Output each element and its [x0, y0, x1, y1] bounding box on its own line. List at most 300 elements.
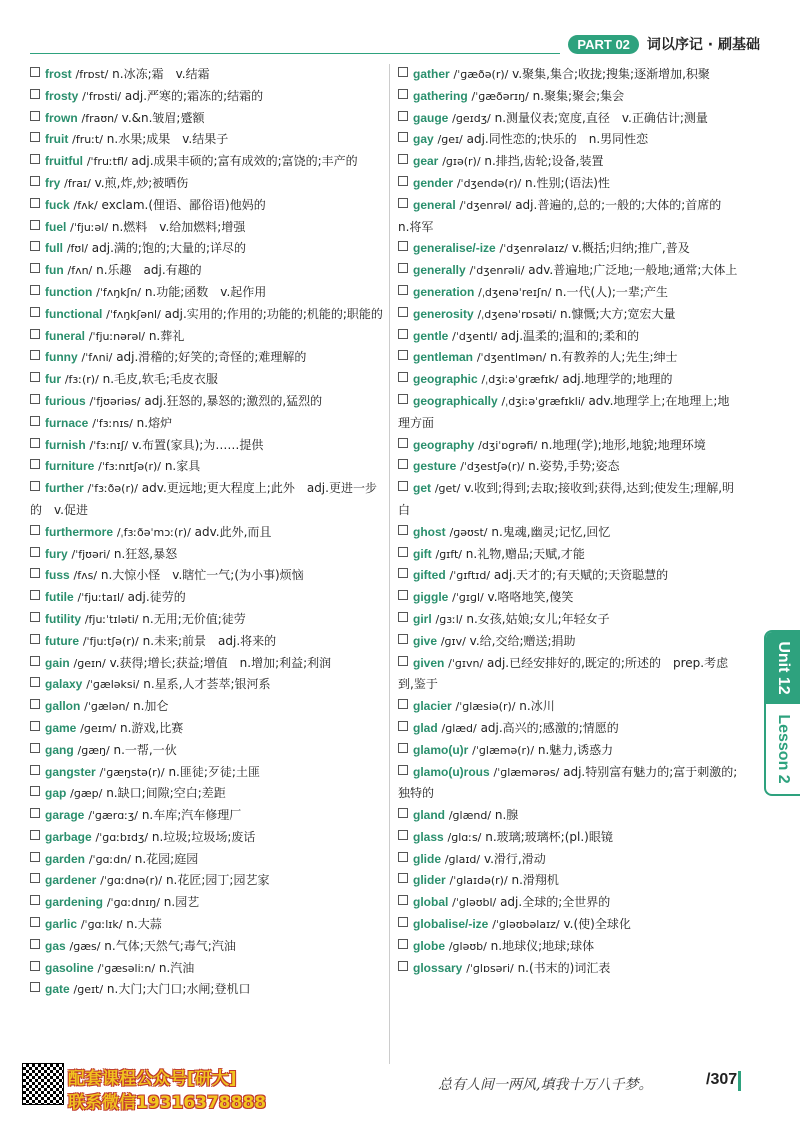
vocab-entry — [30, 674, 384, 696]
vocab-entry — [398, 151, 738, 173]
vocab-definition: v.布置(家具);为……提供 — [131, 437, 264, 452]
vocab-definition: n.大蒜 — [126, 917, 162, 932]
vocab-phonetic: /ˈfruːtfl/ — [86, 155, 128, 169]
checkbox[interactable] — [30, 590, 40, 600]
header-rule — [30, 53, 560, 54]
checkbox[interactable] — [398, 263, 408, 273]
vocab-entry — [398, 391, 738, 435]
checkbox[interactable] — [398, 634, 408, 644]
vocab-definition: n.聚集;聚会;集会 — [532, 88, 625, 103]
vocab-phonetic: /ɡəʊst/ — [449, 525, 488, 539]
vocab-entry — [398, 522, 738, 544]
vocab-definition: adj.普遍的,总的;一般的;大体的;首席的 n.将军 — [398, 197, 734, 234]
vocab-entry — [30, 326, 384, 348]
vocab-definition: n.玻璃;玻璃杯;(pl.)眼镜 — [485, 829, 613, 844]
vocab-definition: n.家具 — [164, 459, 201, 474]
checkbox[interactable] — [30, 721, 40, 731]
vocab-entry — [398, 282, 738, 304]
checkbox[interactable] — [398, 721, 408, 731]
checkbox[interactable] — [398, 459, 408, 469]
vocab-word: futility — [45, 611, 81, 626]
vocab-definition: n.大惊小怪 v.瞎忙一气;(为小事)烦恼 — [100, 568, 304, 583]
vocab-entry — [30, 827, 384, 849]
vocab-definition: n.缺口;间隙;空白;差距 — [106, 786, 226, 801]
unit-label: Unit 12 — [775, 641, 792, 695]
vocab-definition: n.慷慨;大方;宽宏大量 — [560, 306, 676, 321]
vocab-entry — [398, 892, 738, 914]
vocab-word: gentleman — [413, 350, 474, 365]
checkbox[interactable] — [398, 285, 408, 295]
vocab-phonetic: /ˈɡɪɡl/ — [452, 591, 484, 605]
vocab-phonetic: /fruːt/ — [72, 133, 103, 147]
vocab-word: galaxy — [45, 677, 83, 692]
checkbox[interactable] — [30, 111, 40, 121]
vocab-word: fry — [45, 175, 61, 190]
vocab-definition: adj.高兴的;感激的;情愿的 — [480, 720, 619, 735]
checkbox[interactable] — [30, 372, 40, 382]
vocab-entry — [398, 762, 738, 806]
vocab-phonetic: /ɡeɪt/ — [73, 983, 104, 997]
checkbox[interactable] — [398, 350, 408, 360]
vocab-definition: adv.更远地;更大程度上;此外 adj.更进一步的 v.促进 — [30, 481, 377, 517]
page-number: /307 — [706, 1071, 738, 1088]
vocab-entry — [398, 129, 738, 151]
vocab-word: glad — [413, 720, 438, 735]
vocab-entry — [398, 870, 738, 892]
vocab-definition: v.滑行,滑动 — [483, 851, 546, 866]
checkbox[interactable] — [398, 372, 408, 382]
column-divider — [389, 64, 390, 1064]
checkbox[interactable] — [30, 612, 40, 622]
vocab-entry — [398, 696, 738, 718]
vocab-phonetic: /fʌk/ — [73, 198, 98, 212]
checkbox[interactable] — [30, 895, 40, 905]
left-column — [30, 64, 384, 1001]
vocab-word: generally — [413, 263, 466, 278]
vocab-definition: v.咯咯地笑,傻笑 — [487, 590, 574, 605]
vocab-definition: v.给,交给;赠送;捐助 — [469, 633, 576, 648]
vocab-phonetic: /ˈɡælən/ — [84, 700, 130, 714]
checkbox[interactable] — [398, 438, 408, 448]
vocab-phonetic: /ˌdʒenəˈrɒsəti/ — [477, 307, 557, 321]
vocab-word: gap — [45, 786, 67, 801]
vocab-entry — [30, 108, 384, 130]
vocab-phonetic: /ˈɡləʊbl/ — [452, 896, 497, 910]
vocab-phonetic: /ɡɪə(r)/ — [442, 155, 481, 169]
vocab-entry — [30, 151, 384, 173]
vocab-entry — [30, 958, 384, 980]
vocab-phonetic: /ˈɡæðərɪŋ/ — [471, 89, 529, 103]
vocab-word: gathering — [413, 88, 468, 103]
checkbox[interactable] — [30, 525, 40, 535]
vocab-phonetic: /ˈɡlæsiə(r)/ — [455, 700, 516, 714]
checkbox[interactable] — [30, 176, 40, 186]
checkbox[interactable] — [30, 154, 40, 164]
vocab-word: gasoline — [45, 960, 94, 975]
vocab-phonetic: /fɜː(r)/ — [64, 373, 99, 387]
vocab-entry — [398, 827, 738, 849]
checkbox[interactable] — [30, 67, 40, 77]
vocab-phonetic: /fjuːˈtɪləti/ — [84, 612, 139, 626]
vocab-definition: adj.已经安排好的,既定的;所述的 prep.考虑到,鉴于 — [398, 655, 729, 692]
vocab-word: ghost — [413, 524, 446, 539]
vocab-phonetic: /ɡlaɪd/ — [444, 852, 481, 866]
checkbox[interactable] — [30, 743, 40, 753]
vocab-phonetic: /ˈɡɑːdnɪŋ/ — [106, 896, 160, 910]
vocab-definition: n.女孩,姑娘;女儿;年轻女子 — [466, 611, 610, 626]
vocab-phonetic: /ɡæŋ/ — [77, 743, 110, 757]
vocab-word: geographic — [413, 372, 478, 387]
vocab-word: gland — [413, 808, 445, 823]
checkbox[interactable] — [30, 132, 40, 142]
vocab-word: globe — [413, 938, 445, 953]
vocab-entry — [398, 849, 738, 871]
vocab-word: gain — [45, 655, 70, 670]
vocab-phonetic: /ˈfʌŋkʃn/ — [96, 285, 141, 299]
vocab-definition: n.姿势,手势;姿态 — [528, 459, 620, 474]
vocab-entry — [30, 718, 384, 740]
vocab-definition: n.花匠;园丁;园艺家 — [165, 873, 270, 888]
vocab-phonetic: /ˈɡlaɪdə(r)/ — [449, 874, 508, 888]
checkbox[interactable] — [398, 656, 408, 666]
checkbox[interactable] — [398, 852, 408, 862]
vocab-phonetic: /ˌdʒiːəˈɡræfɪk/ — [481, 373, 559, 387]
vocab-entry — [30, 979, 384, 1001]
vocab-entry — [398, 740, 738, 762]
vocab-phonetic: /ˈɡɑːbɪdʒ/ — [95, 830, 149, 844]
checkbox[interactable] — [398, 525, 408, 535]
checkbox[interactable] — [398, 241, 408, 251]
vocab-entry — [30, 544, 384, 566]
vocab-word: gift — [413, 546, 432, 561]
vocab-phonetic: /ˌfɜːðəˈmɔː(r)/ — [116, 525, 191, 539]
checkbox[interactable] — [398, 873, 408, 883]
vocab-entry — [30, 870, 384, 892]
vocab-word: glide — [413, 851, 442, 866]
vocab-phonetic: /ˈfɜːnɪs/ — [92, 416, 133, 430]
checkbox[interactable] — [398, 481, 408, 491]
vocab-entry — [398, 478, 738, 522]
checkbox[interactable] — [30, 656, 40, 666]
checkbox[interactable] — [30, 982, 40, 992]
vocab-definition: adj.天才的;有天赋的;天资聪慧的 — [493, 568, 669, 583]
vocab-entry — [30, 282, 384, 304]
vocab-entry — [398, 64, 738, 86]
vocab-word: garlic — [45, 917, 78, 932]
vocab-phonetic: /ɡet/ — [434, 482, 461, 496]
checkbox[interactable] — [30, 917, 40, 927]
checkbox[interactable] — [398, 307, 408, 317]
vocab-phonetic: /ˈfjuːtʃə(r)/ — [82, 634, 139, 648]
lesson-label: Lesson 2 — [775, 714, 792, 784]
vocab-entry — [398, 108, 738, 130]
checkbox[interactable] — [30, 89, 40, 99]
checkbox[interactable] — [398, 89, 408, 99]
vocab-word: generosity — [413, 306, 474, 321]
vocab-phonetic: /ˈdʒendə(r)/ — [456, 176, 522, 190]
vocab-phonetic: /ɡæp/ — [70, 787, 103, 801]
vocab-entry — [30, 217, 384, 239]
vocab-definition: adj.滑稽的;好笑的;奇怪的;难理解的 — [116, 350, 307, 365]
checkbox[interactable] — [398, 808, 408, 818]
vocab-definition: n.汽油 — [158, 960, 195, 975]
vocab-definition: adj.全球的;全世界的 — [500, 895, 611, 910]
checkbox[interactable] — [30, 394, 40, 404]
vocab-word: futile — [45, 590, 74, 605]
footer-motto: 总有人间一两风,填我十万八千梦。 — [438, 1077, 653, 1093]
vocab-entry — [30, 369, 384, 391]
promo-line-2: 联系微信19316378888 — [68, 1093, 267, 1113]
checkbox[interactable] — [30, 830, 40, 840]
vocab-word: fruit — [45, 132, 69, 147]
checkbox[interactable] — [398, 198, 408, 208]
vocab-definition: n.性别;(语法)性 — [525, 175, 610, 190]
vocab-definition: n.未来;前景 adj.将来的 — [142, 633, 277, 648]
vocab-entry — [30, 304, 384, 326]
vocab-entry — [30, 456, 384, 478]
checkbox[interactable] — [398, 612, 408, 622]
vocab-word: gas — [45, 938, 66, 953]
vocab-word: gardener — [45, 873, 97, 888]
checkbox[interactable] — [398, 154, 408, 164]
vocab-entry — [398, 260, 738, 282]
vocab-phonetic: /ˈdʒentlmən/ — [476, 351, 547, 365]
vocab-definition: adv.地理学上;在地理上;地理方面 — [398, 393, 730, 430]
vocab-word: fruitful — [45, 154, 83, 169]
vocab-word: generation — [413, 284, 475, 299]
vocab-entry — [30, 173, 384, 195]
checkbox[interactable] — [398, 568, 408, 578]
vocab-definition: n.魅力,诱惑力 — [537, 742, 614, 757]
vocab-entry — [398, 347, 738, 369]
checkbox[interactable] — [398, 961, 408, 971]
checkbox[interactable] — [30, 677, 40, 687]
checkbox[interactable] — [398, 394, 408, 404]
checkbox[interactable] — [398, 699, 408, 709]
vocab-word: glamo(u)rous — [413, 764, 490, 779]
checkbox[interactable] — [398, 895, 408, 905]
checkbox[interactable] — [398, 329, 408, 339]
vocab-definition: n.(书末的)词汇表 — [517, 960, 611, 975]
vocab-phonetic: /ˈdʒenrəlaɪz/ — [499, 242, 569, 256]
vocab-entry — [30, 696, 384, 718]
checkbox[interactable] — [30, 481, 40, 491]
vocab-entry — [30, 631, 384, 653]
checkbox[interactable] — [398, 590, 408, 600]
vocab-word: general — [413, 197, 456, 212]
vocab-definition: adj.温柔的;温和的;柔和的 — [500, 328, 640, 343]
vocab-word: giggle — [413, 590, 449, 605]
checkbox[interactable] — [398, 132, 408, 142]
vocab-definition: adj.实用的;作用的;功能的;机能的;职能的 — [164, 306, 383, 321]
vocab-definition: adj.满的;饱的;大量的;详尽的 — [91, 241, 247, 256]
checkbox[interactable] — [398, 917, 408, 927]
vocab-word: gesture — [413, 459, 457, 474]
vocab-entry — [398, 86, 738, 108]
checkbox[interactable] — [30, 568, 40, 578]
checkbox[interactable] — [398, 743, 408, 753]
vocab-entry — [30, 129, 384, 151]
vocab-entry — [398, 609, 738, 631]
vocab-word: glamo(u)r — [413, 742, 469, 757]
vocab-entry — [398, 173, 738, 195]
checkbox[interactable] — [398, 830, 408, 840]
checkbox[interactable] — [30, 808, 40, 818]
checkbox[interactable] — [30, 765, 40, 775]
vocab-definition: n.排挡,齿轮;设备,装置 — [484, 154, 604, 169]
checkbox[interactable] — [398, 939, 408, 949]
vocab-phonetic: /ɡɪft/ — [435, 547, 462, 561]
vocab-entry — [398, 435, 738, 457]
vocab-word: funny — [45, 350, 78, 365]
vocab-definition: n.大门;大门口;水闸;登机口 — [106, 982, 251, 997]
vocab-phonetic: /ˈɡærɑːʒ/ — [88, 809, 138, 823]
checkbox[interactable] — [30, 699, 40, 709]
vocab-word: frost — [45, 67, 72, 81]
vocab-phonetic: /ˈɡɪvn/ — [448, 656, 484, 670]
vocab-entry — [30, 783, 384, 805]
checkbox[interactable] — [30, 786, 40, 796]
vocab-word: garage — [45, 808, 85, 823]
vocab-entry — [398, 304, 738, 326]
checkbox[interactable] — [398, 176, 408, 186]
checkbox[interactable] — [30, 459, 40, 469]
vocab-entry — [30, 347, 384, 369]
vocab-phonetic: /ˈɡləʊbəlaɪz/ — [492, 918, 560, 932]
checkbox[interactable] — [30, 329, 40, 339]
vocab-word: girl — [413, 611, 432, 626]
vocab-phonetic: /ˈfɜːðə(r)/ — [87, 482, 138, 496]
vocab-word: gender — [413, 175, 454, 190]
checkbox[interactable] — [30, 241, 40, 251]
unit-tab-top — [766, 632, 800, 704]
checkbox[interactable] — [30, 285, 40, 295]
vocab-phonetic: /ˈɡlæmə(r)/ — [472, 743, 535, 757]
vocab-definition: adv.普遍地;广泛地;一般地;通常;大体上 — [528, 263, 738, 278]
checkbox[interactable] — [398, 547, 408, 557]
vocab-entry — [30, 522, 384, 544]
vocab-definition: n.地球仪;地球;球体 — [490, 938, 595, 953]
vocab-word: give — [413, 633, 438, 648]
vocab-entry — [30, 587, 384, 609]
vocab-phonetic: /frɒst/ — [75, 68, 109, 81]
vocab-phonetic: /ɡləʊb/ — [448, 939, 487, 953]
vocab-phonetic: /ˈɡæsəliːn/ — [97, 961, 156, 975]
vocab-word: geography — [413, 437, 475, 452]
checkbox[interactable] — [30, 852, 40, 862]
vocab-word: fur — [45, 372, 61, 387]
vocab-phonetic: /ˈɡlɒsəri/ — [466, 961, 514, 975]
vocab-definition: exclam.(俚语、鄙俗语)他妈的 — [101, 197, 266, 212]
vocab-entry — [398, 958, 738, 980]
vocab-phonetic: /ˈfɜːnɪtʃə(r)/ — [98, 460, 161, 474]
vocab-word: gauge — [413, 110, 449, 125]
promo-line-1: 配套课程公众号[研大] — [68, 1069, 237, 1089]
checkbox[interactable] — [30, 438, 40, 448]
vocab-definition: n.园艺 — [163, 895, 200, 910]
page-header — [568, 34, 760, 54]
vocab-word: frosty — [45, 88, 79, 103]
vocab-word: fun — [45, 263, 64, 278]
vocab-entry — [398, 631, 738, 653]
vocab-word: glacier — [413, 699, 452, 714]
checkbox[interactable] — [30, 939, 40, 949]
vocab-phonetic: /ɡeɪm/ — [80, 721, 117, 735]
checkbox[interactable] — [398, 765, 408, 775]
checkbox[interactable] — [30, 198, 40, 208]
vocab-phonetic: /ˈɡæðə(r)/ — [453, 68, 509, 81]
vocab-definition: n.功能;函数 v.起作用 — [144, 284, 267, 299]
vocab-definition: n.有教养的人;先生;绅士 — [550, 350, 678, 365]
checkbox[interactable] — [398, 67, 408, 77]
vocab-word: gay — [413, 132, 434, 147]
vocab-word: future — [45, 633, 79, 648]
vocab-word: funeral — [45, 328, 86, 343]
checkbox[interactable] — [398, 111, 408, 121]
vocab-word: function — [45, 284, 93, 299]
vocab-entry — [398, 936, 738, 958]
checkbox[interactable] — [30, 961, 40, 971]
vocab-definition: n.匪徒;歹徒;土匪 — [168, 764, 260, 779]
vocab-entry — [30, 914, 384, 936]
vocab-word: generalise/-ize — [413, 241, 496, 256]
checkbox[interactable] — [30, 634, 40, 644]
vocab-definition: adj.同性恋的;快乐的 n.男同性恋 — [466, 132, 649, 147]
checkbox[interactable] — [30, 873, 40, 883]
vocab-entry — [30, 260, 384, 282]
vocab-entry — [30, 238, 384, 260]
vocab-entry — [398, 653, 738, 697]
vocab-phonetic: /ˈdʒentl/ — [452, 329, 498, 343]
vocab-definition: v.&n.皱眉;蹙额 — [121, 110, 205, 125]
vocab-definition: n.星系,人才荟萃;银河系 — [143, 677, 271, 692]
checkbox[interactable] — [30, 416, 40, 426]
checkbox[interactable] — [30, 547, 40, 557]
vocab-entry — [398, 587, 738, 609]
vocab-word: given — [413, 655, 445, 670]
vocab-phonetic: /ˈfrɒsti/ — [82, 89, 122, 103]
vocab-phonetic: /ˈɡɑːdn/ — [88, 852, 131, 866]
vocab-phonetic: /ˈdʒenrəl/ — [459, 198, 512, 212]
vocab-definition: v.收到;得到;去取;接收到;获得,达到;使发生;理解,明白 — [398, 481, 735, 517]
vocab-definition: adv.此外,而且 — [194, 524, 272, 539]
vocab-phonetic: /ˈɡlæmərəs/ — [493, 765, 560, 779]
vocab-definition: n.狂怒,暴怒 — [113, 546, 178, 561]
vocab-phonetic: /ɡæs/ — [69, 939, 101, 953]
vocab-entry — [30, 762, 384, 784]
checkbox[interactable] — [30, 350, 40, 360]
checkbox[interactable] — [30, 307, 40, 317]
vocab-definition: n.腺 — [494, 808, 519, 823]
vocab-definition: adj.地理学的;地理的 — [562, 372, 673, 387]
vocab-word: get — [413, 481, 431, 496]
vocab-word: full — [45, 241, 63, 256]
checkbox[interactable] — [30, 263, 40, 273]
vocab-phonetic: /ˈdʒenrəli/ — [469, 264, 525, 278]
vocab-word: garden — [45, 851, 86, 866]
vocab-word: garbage — [45, 829, 92, 844]
vocab-phonetic: /fʌs/ — [73, 569, 98, 583]
vocab-entry — [30, 936, 384, 958]
vocab-word: gang — [45, 742, 74, 757]
vocab-definition: adj.成果丰硕的;富有成效的;富饶的;丰产的 — [131, 154, 358, 169]
vocab-word: gather — [413, 67, 450, 81]
checkbox[interactable] — [30, 220, 40, 230]
vocab-word: furnace — [45, 415, 89, 430]
vocab-phonetic: /ɡeɪdʒ/ — [452, 111, 491, 125]
part-badge: PART 02 — [568, 35, 639, 54]
vocab-phonetic: /ˈfjuːəl/ — [70, 220, 109, 234]
